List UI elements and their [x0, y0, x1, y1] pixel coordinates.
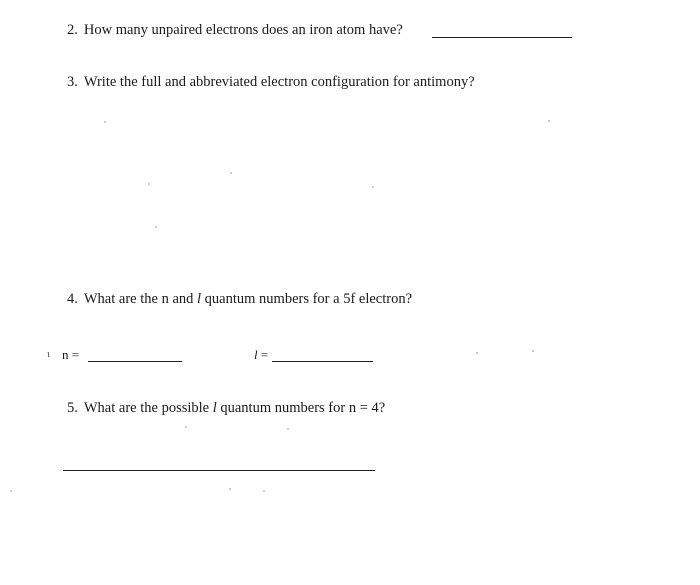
stray-mark: ι [47, 348, 50, 360]
scan-speck [229, 488, 231, 490]
scan-speck [287, 428, 289, 430]
question-5-l-symbol: l [212, 400, 217, 416]
scan-speck [148, 183, 150, 185]
question-4-l-symbol: l [197, 291, 202, 307]
question-5-number: 5. [67, 400, 78, 416]
question-2 [67, 22, 403, 39]
question-2-answer-blank[interactable] [432, 37, 572, 38]
scan-speck [548, 120, 550, 122]
l-answer-blank[interactable] [272, 361, 373, 362]
question-3-number: 3. [67, 74, 78, 90]
question-2-text: How many unpaired electrons does an iron atom have? [83, 22, 403, 38]
l-answer-symbol: l [254, 347, 258, 362]
n-answer-blank[interactable] [88, 361, 182, 362]
scan-speck [155, 226, 157, 228]
question-5-answer-blank[interactable] [63, 470, 375, 471]
question-4-number: 4. [67, 291, 78, 307]
scan-speck [263, 490, 265, 492]
l-answer-equals: = [260, 347, 269, 362]
l-answer-label [254, 347, 268, 363]
question-3 [67, 74, 475, 91]
question-4-text-b: quantum numbers for a 5f electron? [204, 291, 413, 307]
question-2-number: 2. [67, 22, 78, 38]
scan-speck [10, 490, 12, 492]
scan-speck [372, 186, 374, 188]
question-5 [67, 400, 385, 417]
question-4-text-a: What are the n and [83, 291, 194, 307]
scan-speck [104, 121, 106, 123]
scan-speck [230, 172, 232, 174]
scan-speck [476, 352, 478, 354]
n-answer-label: n = [62, 347, 80, 362]
question-5-text-a: What are the possible [83, 400, 210, 416]
scan-speck [532, 350, 534, 352]
question-4 [67, 291, 412, 308]
question-5-text-b: quantum numbers for n = 4? [220, 400, 386, 416]
scan-speck [185, 426, 187, 428]
question-3-text: Write the full and abbreviated electron configuration for antimony? [83, 74, 475, 90]
